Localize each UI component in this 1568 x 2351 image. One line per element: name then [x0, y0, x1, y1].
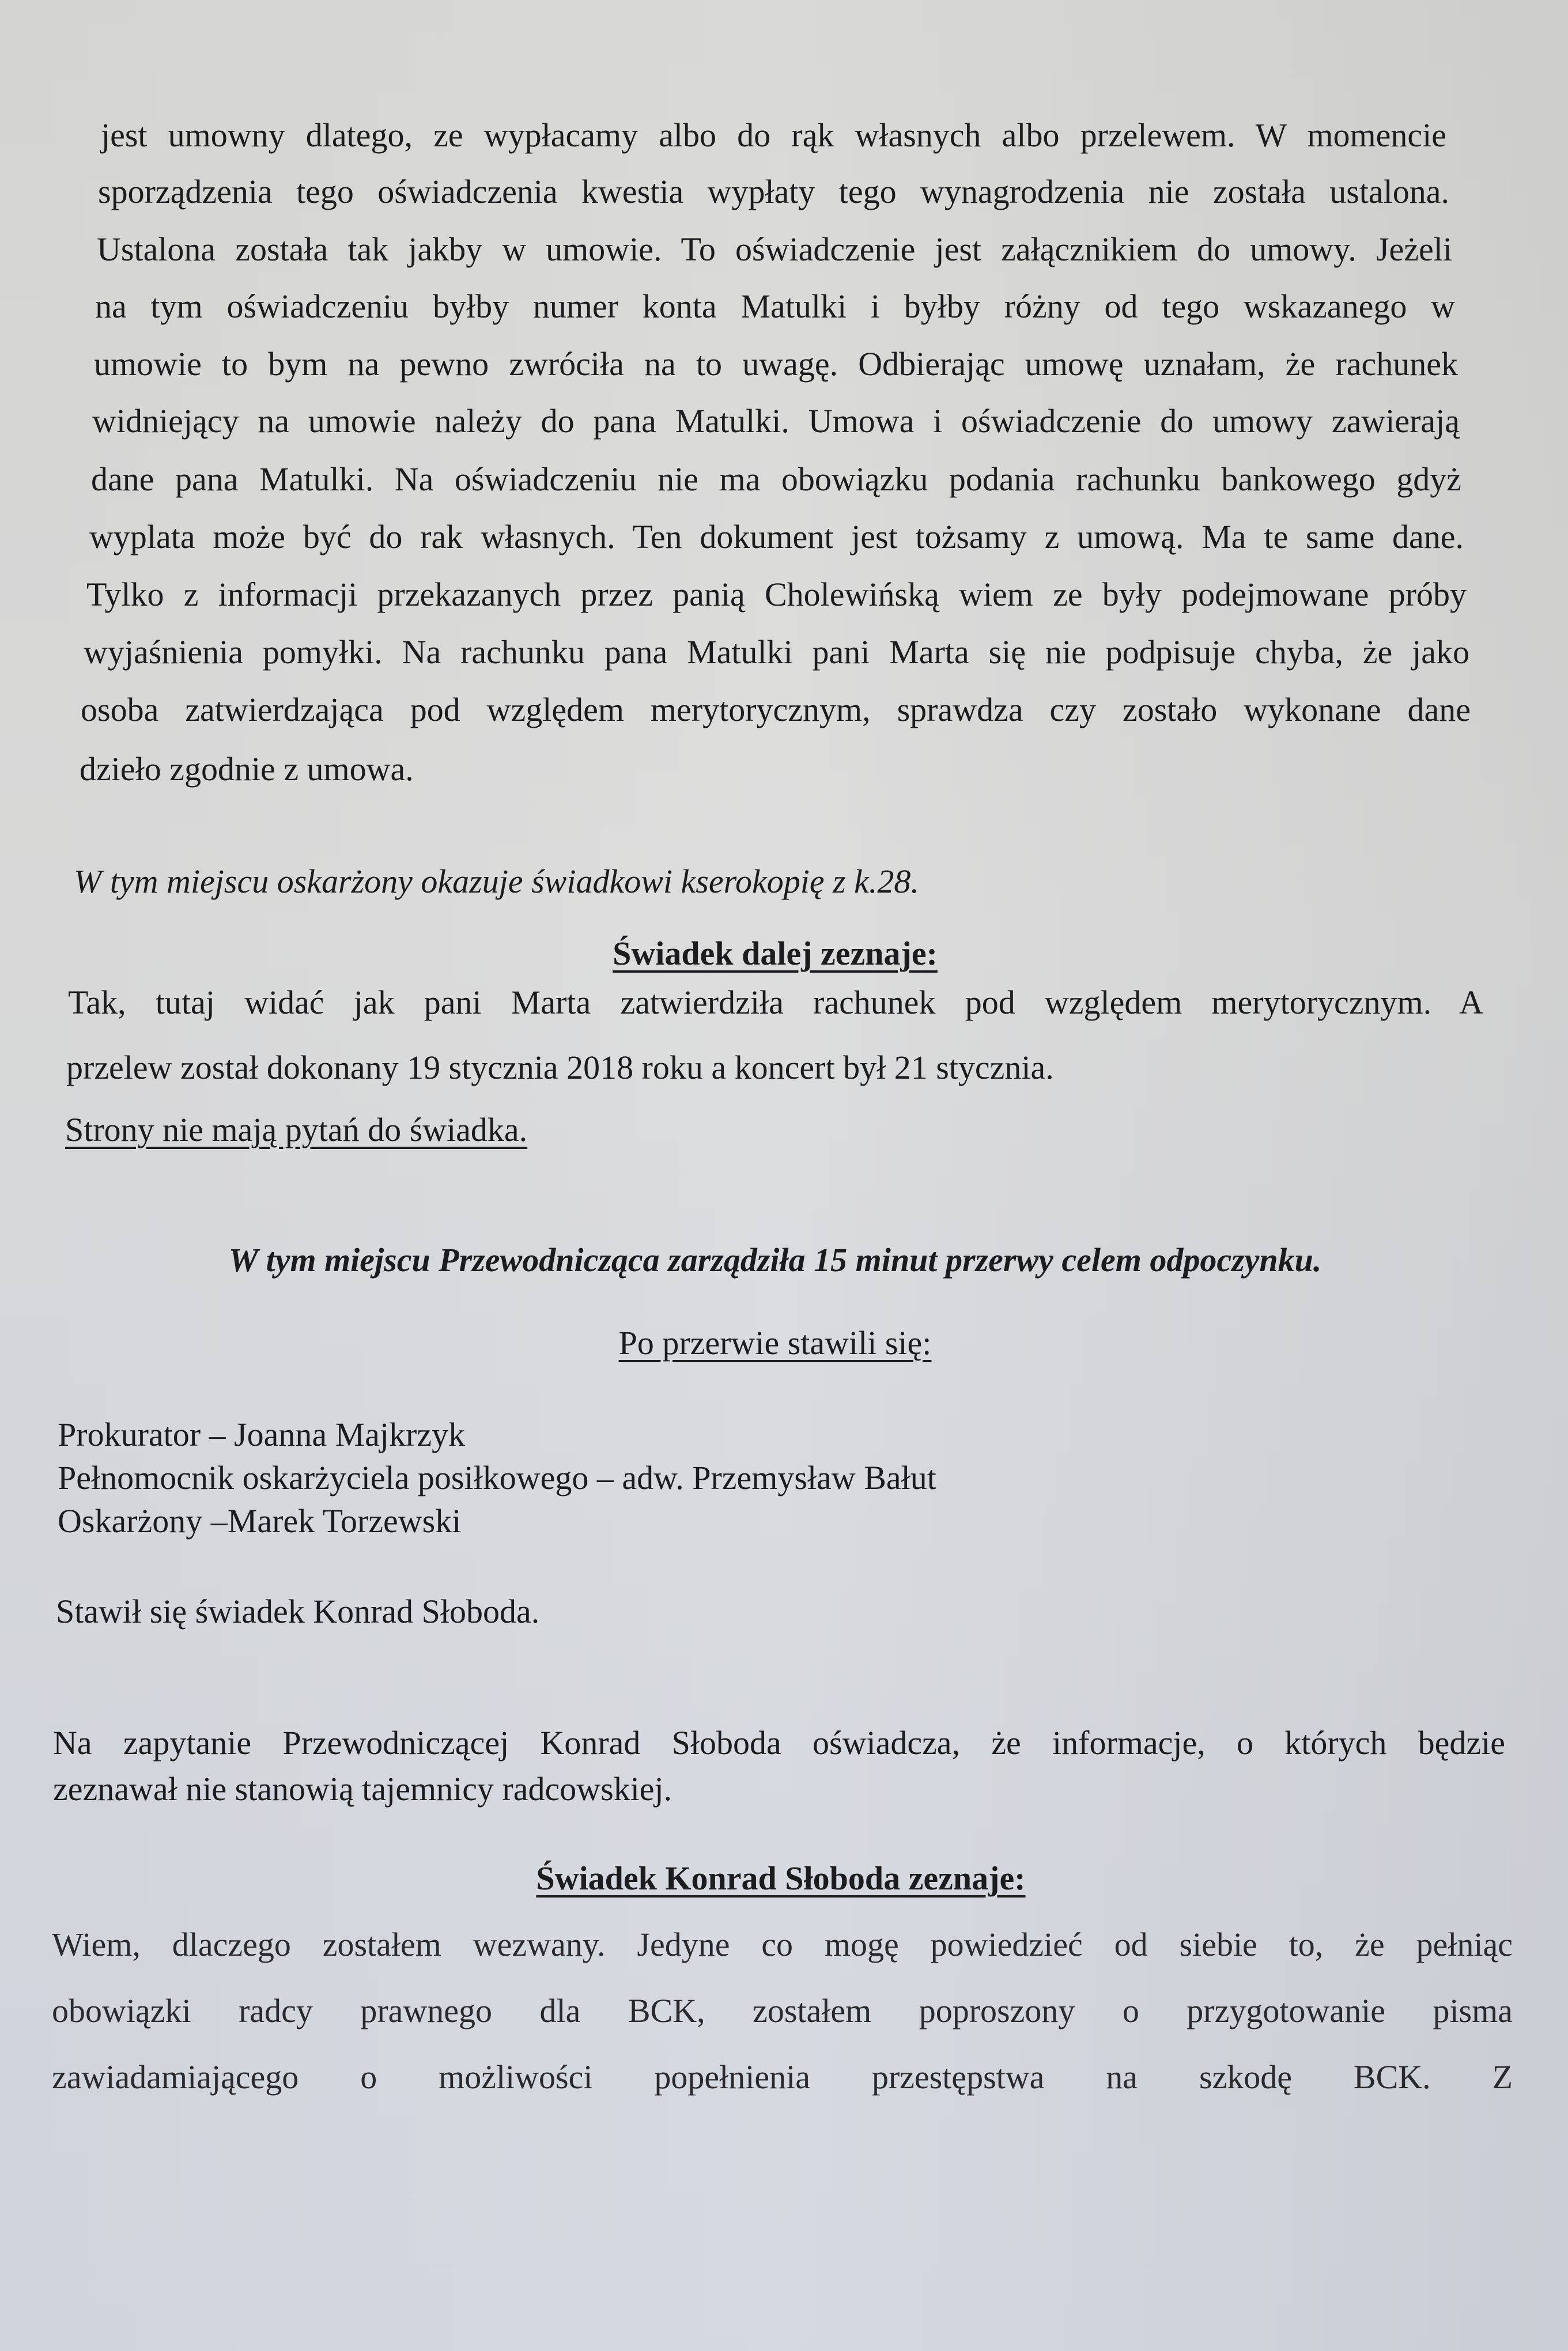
attendee-defendant: Oskarżony –Marek Torzewski [58, 1502, 462, 1540]
paragraph-line: dane pana Matulki. Na oświadczeniu nie ma obowiązku podania rachunku bankowego gdyż [91, 460, 1461, 498]
paragraph-line: jest umowny dlatego, ze wypłacamy albo do rąk własnych albo przelewem. W momencie [101, 116, 1446, 154]
paragraph-line: wyplata może być do rak własnych. Ten dokument jest tożsamy z umową. Ma te same dane. [89, 518, 1464, 555]
section-heading-witness-continues: Świadek dalej zeznaje: [613, 935, 938, 972]
section-heading-witness-sloboda: Świadek Konrad Słoboda zeznaje: [536, 1859, 1026, 1897]
paragraph-line: zeznawał nie stanowią tajemnicy radcowskiej. [53, 1770, 672, 1808]
paragraph-line: obowiązki radcy prawnego dla BCK, zostałem poproszony o przygotowanie pisma [52, 1992, 1513, 2029]
no-questions-note: Strony nie mają pytań do świadka. [65, 1111, 528, 1148]
attendee-prosecutor: Prokurator – Joanna Majkrzyk [58, 1416, 466, 1453]
paragraph-line: dzieło zgodnie z umowa. [80, 750, 414, 788]
paragraph-line: Na zapytanie Przewodniczącej Konrad Słoboda oświadcza, że informacje, o których będzie [53, 1724, 1505, 1762]
paragraph-line: przelew został dokonany 19 stycznia 2018 roku a koncert był 21 stycznia. [66, 1049, 1054, 1086]
exhibit-note: W tym miejscu oskarżony okazuje świadkowi kserokopię z k.28. [74, 863, 919, 900]
paragraph-line: wyjaśnienia pomyłki. Na rachunku pana Matulki pani Marta się nie podpisuje chyba, że jako [84, 633, 1469, 671]
paragraph-line: Wiem, dlaczego zostałem wezwany. Jedyne co mogę powiedzieć od siebie to, że pełniąc [52, 1926, 1513, 1963]
paragraph-line: umowie to bym na pewno zwróciła na to uwagę. Odbierając umowę uznałam, że rachunek [94, 345, 1458, 383]
paragraph-line: widniejący na umowie należy do pana Matulki. Umowa i oświadczenie do umowy zawierają [92, 402, 1460, 440]
paragraph-line: Tak, tutaj widać jak pani Marta zatwierdziła rachunek pod względem merytorycznym. A [68, 984, 1483, 1021]
section-heading-after-break: Po przerwie stawili się: [618, 1324, 932, 1362]
paragraph-line: Ustalona została tak jakby w umowie. To oświadczenie jest załącznikiem do umowy. Jeżeli [97, 230, 1452, 268]
paragraph-line: na tym oświadczeniu byłby numer konta Matulki i byłby różny od tego wskazanego w [95, 288, 1455, 325]
witness-appeared: Stawił się świadek Konrad Słoboda. [56, 1593, 540, 1630]
attendee-attorney: Pełnomocnik oskarżyciela posiłkowego – adw. Przemysław Bałut [58, 1459, 936, 1496]
paragraph-line: osoba zatwierdzająca pod względem merytorycznym, sprawdza czy zostało wykonane dane [81, 691, 1471, 728]
paragraph-line: zawiadamiającego o możliwości popełnienia przestępstwa na szkodę BCK. Z [52, 2058, 1513, 2096]
paragraph-line: sporządzenia tego oświadczenia kwestia wypłaty tego wynagrodzenia nie została ustalona. [98, 173, 1449, 210]
paragraph-line: Tylko z informacji przekazanych przez panią Cholewińską wiem ze były podejmowane próby [86, 576, 1467, 613]
break-note: W tym miejscu Przewodnicząca zarządziła 15 minut przerwy celem odpoczynku. [228, 1241, 1322, 1279]
